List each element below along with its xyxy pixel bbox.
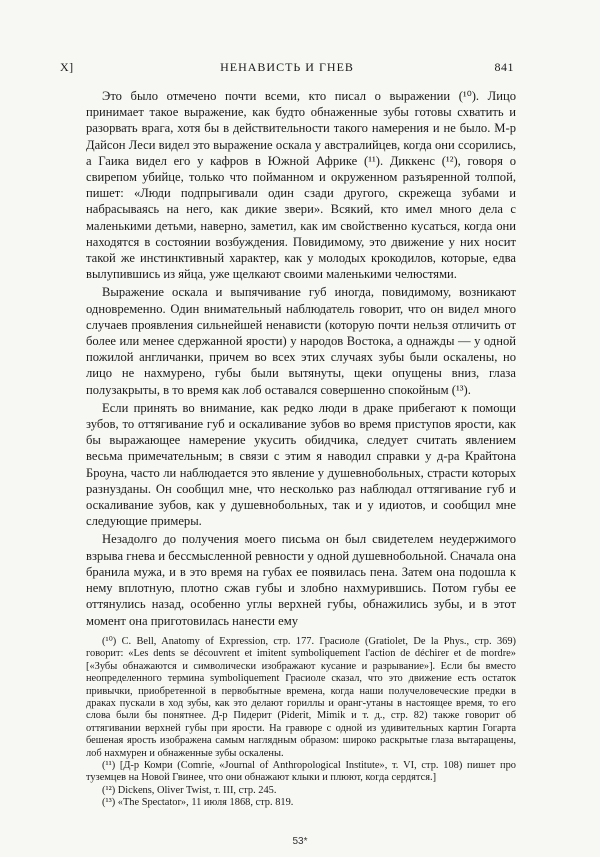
paragraph: Незадолго до получения моего письма он был свидетелем неудержимого взрыва гнева и бессмысленной ревности у одной душевнобольной. Сначала она бранила мужа, и в это время на губах ее появилась пена. Затем она подошла к нему вплотную, плотно сжав губы и злобно нахмурившись. Потом губы ее оттянулись назад, особенно углы верхней губы, обнажились зубы, и в этот момент она приготовилась нанести ему: [86, 532, 516, 628]
chapter-number: X]: [60, 60, 74, 74]
footnote-13: (¹³) «The Spectator», 11 июля 1868, стр. 819.: [102, 797, 294, 809]
footnotes: [86, 636, 516, 810]
page-number: 841: [494, 60, 514, 74]
running-header: [60, 60, 514, 78]
main-text: [86, 88, 516, 631]
sheet-signature: 53*: [292, 836, 308, 847]
paragraph: Выражение оскала и выпячивание губ иногда, повидимому, возникают одновременно. Один внимательный наблюдатель говорит, что он видел много случаев проявления сильнейшей ненависти (которую почти нельзя отличить от более или менее сдержанной ярости) у народов Востока, а однажды — у одной пожилой англичанки, причем во всех этих случаях зубы были оскалены, но лицо не нахмурено, губы были вытянуты, щеки опущены вниз, глаза полузакрыты, в то время как лоб оставался совершенно спокойным (¹³).: [86, 285, 516, 397]
paragraph: Это было отмечено почти всеми, кто писал о выражении (¹⁰). Лицо принимает такое выражение, как будто обнаженные зубы готовы схватить и разорвать врага, хотя бы в действительности такого намерения и не было. М-р Дайсон Леси видел это выражение оскала у австралийцев, когда они ссорились, а Гаика видел его у кафров в Южной Африке (¹¹). Диккенс (¹²), говоря о свирепом убийце, только что пойманном и окруженном разъяренной толпой, пишет: «Люди подпрыгивали один сзади другого, скрежеща зубами и набрасываясь на него, как дикие звери». Всякий, кто имел много дела с маленькими детьми, наверно, заметил, как им свойственно кусаться, когда они находятся в состоянии возбуждения. Повидимому, это движение у них носит такой же инстинктивный характер, как у молодых крокодилов, которые, едва вылупившись из яйца, уже щелкают своими маленькими челюстями.: [86, 89, 516, 282]
running-title: НЕНАВИСТЬ И ГНЕВ: [220, 60, 354, 74]
paragraph: Если принять во внимание, как редко люди в драке прибегают к помощи зубов, то оттягивание губ и оскаливание зубов во время приступов ярости, как бы выражающее намерение укусить обидчика, следует считать явлением весьма примечательным; в связи с этим я наводил справки у д-ра Крайтона Броуна, часто ли наблюдается это явление у душевнобольных, страсти которых разнузданы. Он сообщил мне, что несколько раз наблюдал оттягивание губ и оскаливание зубов, как у душевнобольных, так и у идиотов, и сообщил мне следующие примеры.: [86, 400, 516, 529]
footnote-11: (¹¹) [Д-р Комри (Comrie, «Journal of Anthropological Institute», т. VI, стр. 108) пишет про туземцев на Новой Гвинее, что они обнажают клыки и плюют, когда сердятся.]: [86, 760, 516, 784]
footnote-12: (¹²) Dickens, Oliver Twist, т. III, стр. 245.: [102, 784, 277, 796]
footnote-10: (¹⁰) C. Bell, Anatomy of Expression, стр. 177. Грасиоле (Gratiolet, De la Phys., стр. 369) говорит: «Les dents se découvrent et imitent symboliquement l'action de déchirer et de mordre» [«Зубы обнажаются и символически изображают кусание и разрывание»]. Если бы вместо неопределенного термина symboliquement Грасиоле сказал, что это движение есть остаток привычки, приобретенной в первобытные времена, когда наши получеловеческие предки в драках пускали в ход зубы, как это делают гориллы и оранг-утаны в настоящее время, то его слова были бы понятнее. Д-р Пидерит (Piderit, Mimik и т. д., стр. 82) также говорит об оттягивании верхней губы при ярости. На гравюре с одной из удивительных картин Гогарта бешеная ярость изображена самым наглядным образом: широко раскрытые глаза вытаращены, лоб нахмурен и обнаженные зубы оскалены.: [86, 636, 516, 759]
